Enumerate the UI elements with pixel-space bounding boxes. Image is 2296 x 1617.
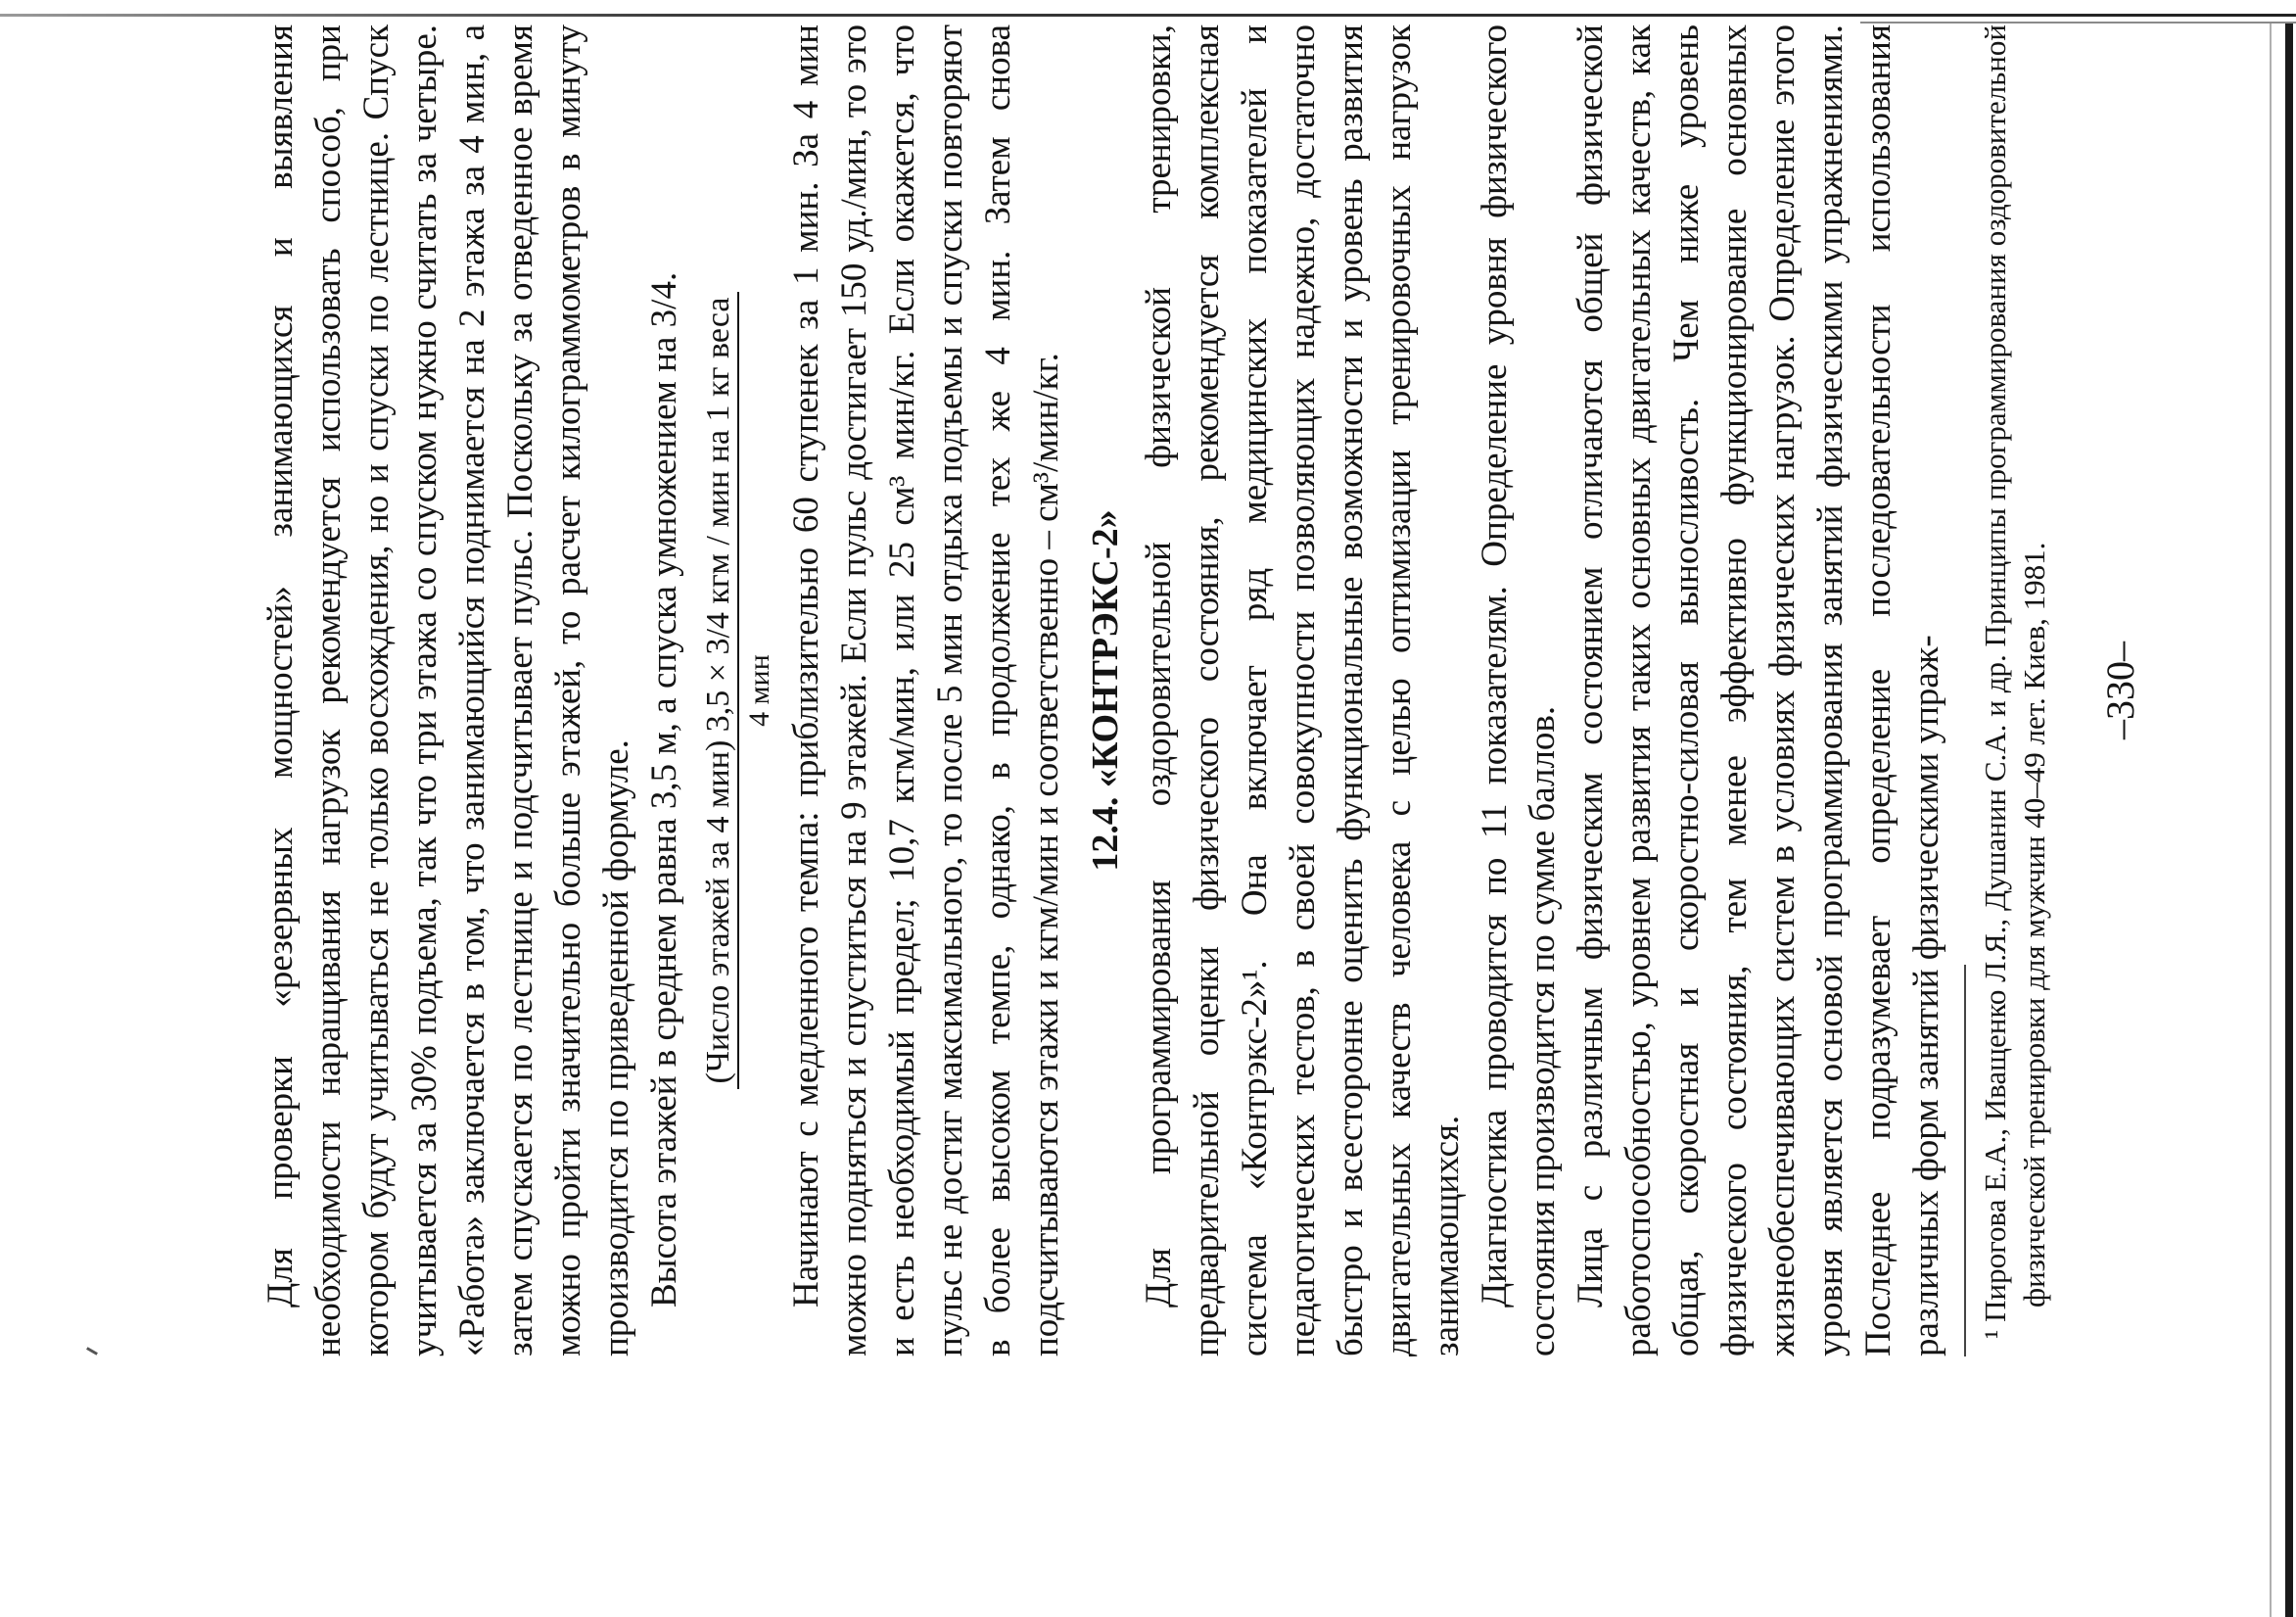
paragraph-diagnostics: Диагностика проводится по 11 показателям. Определение уровня физического состояния производится по сумме баллов. [1475,24,1563,1356]
formula-numerator: (Число этажей за 4 мин) 3,5 × 3/4 кгм / мин на 1 кг веса [700,292,739,1090]
formula-fraction [700,292,776,1090]
formula-denominator: 4 мин [743,654,775,727]
formula [700,24,776,1356]
scan-top-edge-secondary [1860,22,2296,24]
scan-spine-shadow [2270,24,2272,1617]
paragraph-physical-state: Лица с различным физическим состоянием отличаются общей физической работоспособностью, уровнем развития таких основных двигательных качеств, как общая, скоростная и скоростно-силовая выносливость. Чем ниже уровень физического состояния, тем менее эффективно функционирование основных жизнеобеспечивающих систем в условиях физических нагрузок. Определение этого уровня является основой программирования занятий физическими упражнениями. Последнее подразумевает определение последовательности использования различных форм занятий физическими упраж- [1570,24,1946,1356]
section-heading: 12.4. «КОНТРЭКС-2» [1085,509,1126,872]
scan-speck [86,1347,98,1355]
scan-top-edge [0,14,2296,17]
paragraph-kontrex-intro: Для программирования оздоровительной физической тренировки, предварительной оценки физического состояния, рекомендуется комплексная система «Контрэкс-2»¹. Она включает ряд медицинских показателей и педагогических тестов, в своей совокупности позволяющих надежно, достаточно быстро и всесторонне оценить функциональные возможности и уровень развития двигательных качеств человека с целью оптимизации тренировочных нагрузок занимающихся. [1139,24,1467,1356]
paragraph-floor-height: Высота этажей в среднем равна 3,5 м, а спуска умножением на 3/4. [644,271,684,1308]
scan-right-edge [2285,24,2293,1617]
paragraph-procedure: Начинают с медленного темпа: приблизительно 60 ступенек за 1 мин. За 4 мин можно подняться и спуститься на 9 этажей. Если пульс достигает 150 уд./мин, то это и есть необходимый предел; 10,7 кгм/мин, или 25 см³ мин/кг. Если окажется, что пульс не достиг максимального, то после 5 мин отдыха подъемы и спуски повторяют в более высоком темпе, однако, в продолжение тех же 4 мин. Затем снова подсчитываются этажи и кгм/мин и соответственно – см³/мин/кг. [786,24,1066,1356]
rotated-book-page [257,24,2195,1356]
footnote: ¹ Пирогова Е.А., Иващенко Л.Я., Душанин С.А. и др. Принципы программирования оздоровительной физической тренировки для мужчин 40–49 лет. Киев, 1981. [1978,24,2051,1339]
footnote-divider [1964,965,1966,1356]
paragraph-reserve-capacity: Для проверки «резервных мощностей» занимающихся и выявления необходимости наращивания нагрузок рекомендуется использовать способ, при котором будут учитываться не только восхождения, но и спуски по лестнице. Спуск учитывается за 30% подъема, так что три этажа со спуском нужно считать за четыре. «Работа» заключается в том, что занимающийся поднимается на 2 этажа за 4 мин, а затем спускается по лестнице и подсчитывает пульс. Поскольку за отведенное время можно пройти значительно больше этажей, то расчет килограммометров в минуту производится по приведенной формуле. [260,24,636,1356]
page-body [257,24,2054,1356]
page-number: –330– [2098,642,2142,739]
